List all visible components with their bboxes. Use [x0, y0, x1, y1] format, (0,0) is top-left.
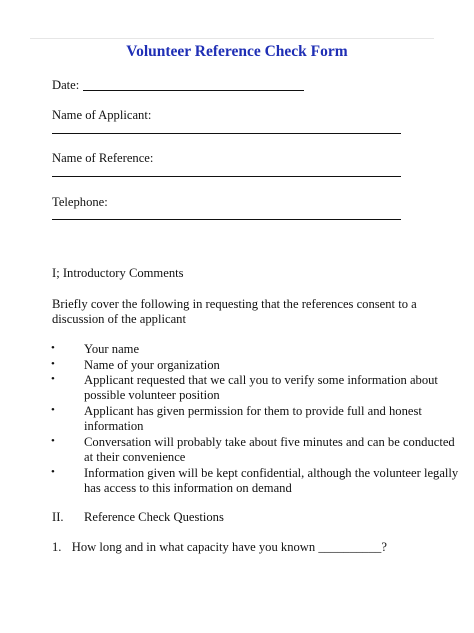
list-item: Information given will be kept confidential, although the volunteer legally	[84, 466, 459, 480]
bullet-glyph: •	[51, 342, 55, 354]
list-item-continued: at their convenience	[84, 450, 186, 464]
applicant-label: Name of Applicant:	[52, 108, 152, 122]
telephone-label: Telephone:	[52, 195, 108, 209]
bullet-glyph: •	[51, 466, 55, 478]
intro-line-2: discussion of the applicant	[52, 312, 186, 326]
list-item-continued: information	[84, 419, 144, 433]
reference-label: Name of Reference:	[52, 151, 154, 165]
reference-line[interactable]	[52, 176, 401, 177]
question-1-blank[interactable]: __________	[318, 540, 382, 554]
list-item: Conversation will probably take about five minutes and can be conducted	[84, 435, 455, 449]
intro-line-1: Briefly cover the following in requesting that the references consent to a	[52, 297, 417, 311]
list-item: Your name	[84, 342, 140, 356]
list-item: Name of your organization	[84, 358, 220, 372]
list-item-continued: has access to this information on demand	[84, 481, 292, 495]
list-item-continued: possible volunteer position	[84, 388, 220, 402]
question-1-number: 1.	[52, 540, 62, 554]
list-item: Applicant requested that we call you to verify some information about	[84, 373, 438, 387]
question-1	[52, 540, 387, 555]
section-2-heading: Reference Check Questions	[84, 510, 224, 524]
question-1-end: ?	[381, 540, 387, 554]
bullet-glyph: •	[51, 404, 55, 416]
form-title: Volunteer Reference Check Form	[126, 43, 348, 60]
bullet-glyph: •	[51, 435, 55, 447]
section-2-number: II.	[52, 510, 64, 524]
telephone-line[interactable]	[52, 219, 401, 220]
section-1-heading: I; Introductory Comments	[52, 266, 184, 280]
question-1-text: How long and in what capacity have you known	[71, 540, 316, 554]
bullet-glyph: •	[51, 373, 55, 385]
applicant-line[interactable]	[52, 133, 401, 134]
date-label: Date:	[52, 78, 80, 92]
date-line[interactable]	[83, 90, 304, 91]
bullet-glyph: •	[51, 358, 55, 370]
list-item: Applicant has given permission for them to provide full and honest	[84, 404, 422, 418]
